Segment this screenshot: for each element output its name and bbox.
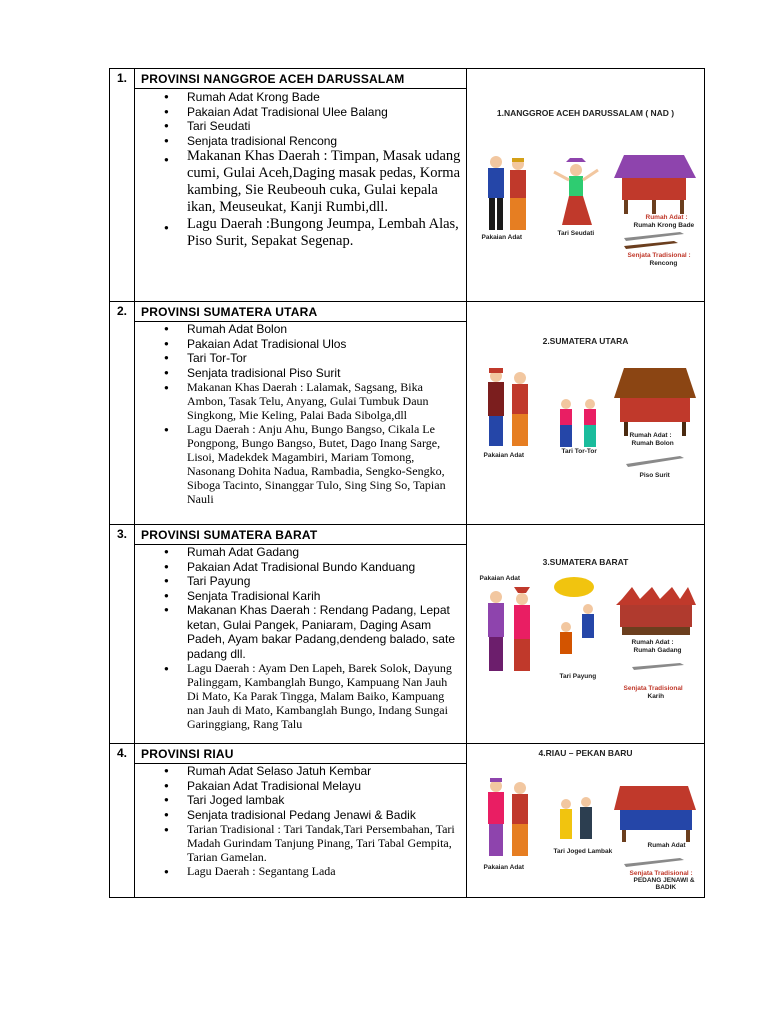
province-row: [110, 525, 705, 744]
item-list: [135, 764, 466, 878]
province-illustration-cell: [467, 69, 705, 302]
illustration-caption: BADIK: [655, 883, 677, 891]
illustration-caption: Rumah Adat :: [645, 214, 688, 221]
illustration-caption: Tari Joged Lambak: [553, 847, 613, 855]
province-content: [135, 525, 467, 744]
row-number: 2.: [110, 302, 135, 525]
province-illustration-cell: [467, 744, 705, 898]
list-item: ● Lagu Daerah : Ayam Den Lapeh, Barek Solok, Dayung Palinggam, Kambanglah Bungo, Kampuang Nan Jauh Di Mato, Ka Parak Tingga, Malam Baiko, Kampuang nan Jauh di Mato, Kambanglah Bungo, Indang Sungai Garinggiang, Rang Talu: [187, 661, 462, 731]
list-item: ● Tarian Tradisional : Tari Tandak,Tari Persembahan, Tari Madah Gurindam Tanjung Pinang, Tari Tabal Gempita, Tarian Gamelan.: [187, 822, 462, 864]
illustration-caption: Tari Seudati: [557, 230, 595, 237]
province-content: [135, 302, 467, 525]
illustration-caption: Rencong: [649, 260, 678, 267]
province-title: PROVINSI SUMATERA UTARA: [135, 302, 466, 322]
list-item: ● Makanan Khas Daerah : Lalamak, Sagsang, Bika Ambon, Tasak Telu, Anyang, Gulai Tumbuk Daun Singkong, Mie Keling, Palai Bada Sibolga,dll: [187, 380, 462, 422]
province-illustration: [474, 549, 698, 719]
list-item: ● Makanan Khas Daerah : Rendang Padang, Lepat ketan, Gulai Pangek, Paniaram, Daging Asam Padeh, Ayam bakar Padang,dendeng balado, sate padang dll.: [187, 603, 462, 661]
illustration-caption: Rumah Adat :: [629, 432, 672, 439]
illustration-title: 1.NANGGROE ACEH DARUSSALAM ( NAD ): [496, 108, 675, 118]
illustration-caption: Piso Surit: [639, 472, 670, 479]
illustration-caption: Rumah Adat: [647, 841, 686, 849]
list-item: ● Tari Tor-Tor: [187, 351, 462, 366]
list-item: ● Pakaian Adat Tradisional Ulos: [187, 337, 462, 352]
list-item: ● Tari Payung: [187, 574, 462, 589]
province-illustration: [474, 328, 698, 498]
list-item: ● Makanan Khas Daerah : Timpan, Masak udang cumi, Gulai Aceh,Daging masak pedas, Korma kambing, Sie Reubeouh cuka, Gulai kepala ikan, Meuseukat, Kanji Rumbi,dll.: [187, 148, 462, 216]
illustration-title: 3.SUMATERA BARAT: [542, 557, 629, 567]
illustration-caption: Karih: [647, 693, 665, 700]
list-item: ● Pakaian Adat Tradisional Melayu: [187, 779, 462, 794]
list-item: ● Senjata tradisional Pedang Jenawi & Badik: [187, 808, 462, 823]
province-row: [110, 744, 705, 898]
illustration-caption: Rumah Adat :: [631, 639, 674, 646]
list-item: ● Tari Joged lambak: [187, 793, 462, 808]
province-illustration: [474, 746, 698, 896]
illustration-title: 4.RIAU – PEKAN BARU: [538, 747, 633, 758]
illustration-caption: Pakaian Adat: [483, 452, 525, 459]
list-item: ● Rumah Adat Bolon: [187, 322, 462, 337]
list-item: ● Pakaian Adat Tradisional Ulee Balang: [187, 105, 462, 120]
illustration-caption: Senjata Tradisional :: [627, 252, 691, 259]
list-item: ● Lagu Daerah :Bungong Jeumpa, Lembah Alas, Piso Surit, Sepakat Segenap.: [187, 216, 462, 250]
item-list: [135, 322, 466, 506]
list-item: ● Lagu Daerah : Anju Ahu, Bungo Bangso, Cikala Le Pongpong, Bungo Bangso, Butet, Dago Inang Sarge, Lisoi, Madekdek Magambiri, Mariam Tomong, Nasonang Dohita Nadua, Rambadia, Sengko-Sengko, Siboga Tacinto, Sinanggar Tulo, Sing Sing So, Tapian Nauli: [187, 422, 462, 506]
province-title: PROVINSI SUMATERA BARAT: [135, 525, 466, 545]
illustration-caption: Pakaian Adat: [479, 575, 521, 582]
province-illustration: [474, 100, 698, 270]
list-item: ● Senjata Tradisional Karih: [187, 589, 462, 604]
province-row: [110, 69, 705, 302]
illustration-caption: Rumah Bolon: [631, 440, 674, 447]
illustration-caption: Rumah Krong Bade: [633, 222, 695, 229]
row-number: 3.: [110, 525, 135, 744]
illustration-caption: Tari Tor-Tor: [561, 448, 597, 455]
list-item: ● Pakaian Adat Tradisional Bundo Kanduang: [187, 560, 462, 575]
aceh-illustration: [474, 100, 698, 270]
list-item: ● Rumah Adat Selaso Jatuh Kembar: [187, 764, 462, 779]
illustration-caption: Pakaian Adat: [483, 863, 525, 871]
illustration-caption: Senjata Tradisional: [623, 685, 683, 692]
illustration-title: 2.SUMATERA UTARA: [542, 336, 629, 346]
list-item: ● Tari Seudati: [187, 119, 462, 134]
province-title: PROVINSI RIAU: [135, 744, 466, 764]
item-list: [135, 89, 466, 250]
item-list: [135, 545, 466, 731]
province-illustration-cell: [467, 525, 705, 744]
province-illustration-cell: [467, 302, 705, 525]
list-item: ● Rumah Adat Gadang: [187, 545, 462, 560]
row-number: 1.: [110, 69, 135, 302]
illustration-caption: Tari Payung: [559, 673, 597, 680]
list-item: ● Senjata tradisional Rencong: [187, 134, 462, 149]
illustration-caption: Rumah Gadang: [633, 647, 682, 654]
list-item: ● Lagu Daerah : Segantang Lada: [187, 864, 462, 878]
list-item: ● Senjata tradisional Piso Surit: [187, 366, 462, 381]
row-number: 4.: [110, 744, 135, 898]
illustration-caption: PEDANG JENAWI &: [633, 876, 695, 884]
illustration-caption: Senjata Tradisional :: [629, 869, 693, 877]
province-content: [135, 69, 467, 302]
province-table: [109, 68, 705, 898]
province-title: PROVINSI NANGGROE ACEH DARUSSALAM: [135, 69, 466, 89]
province-content: [135, 744, 467, 898]
illustration-caption: Pakaian Adat: [481, 234, 523, 241]
list-item: ● Rumah Adat Krong Bade: [187, 90, 462, 105]
province-row: [110, 302, 705, 525]
